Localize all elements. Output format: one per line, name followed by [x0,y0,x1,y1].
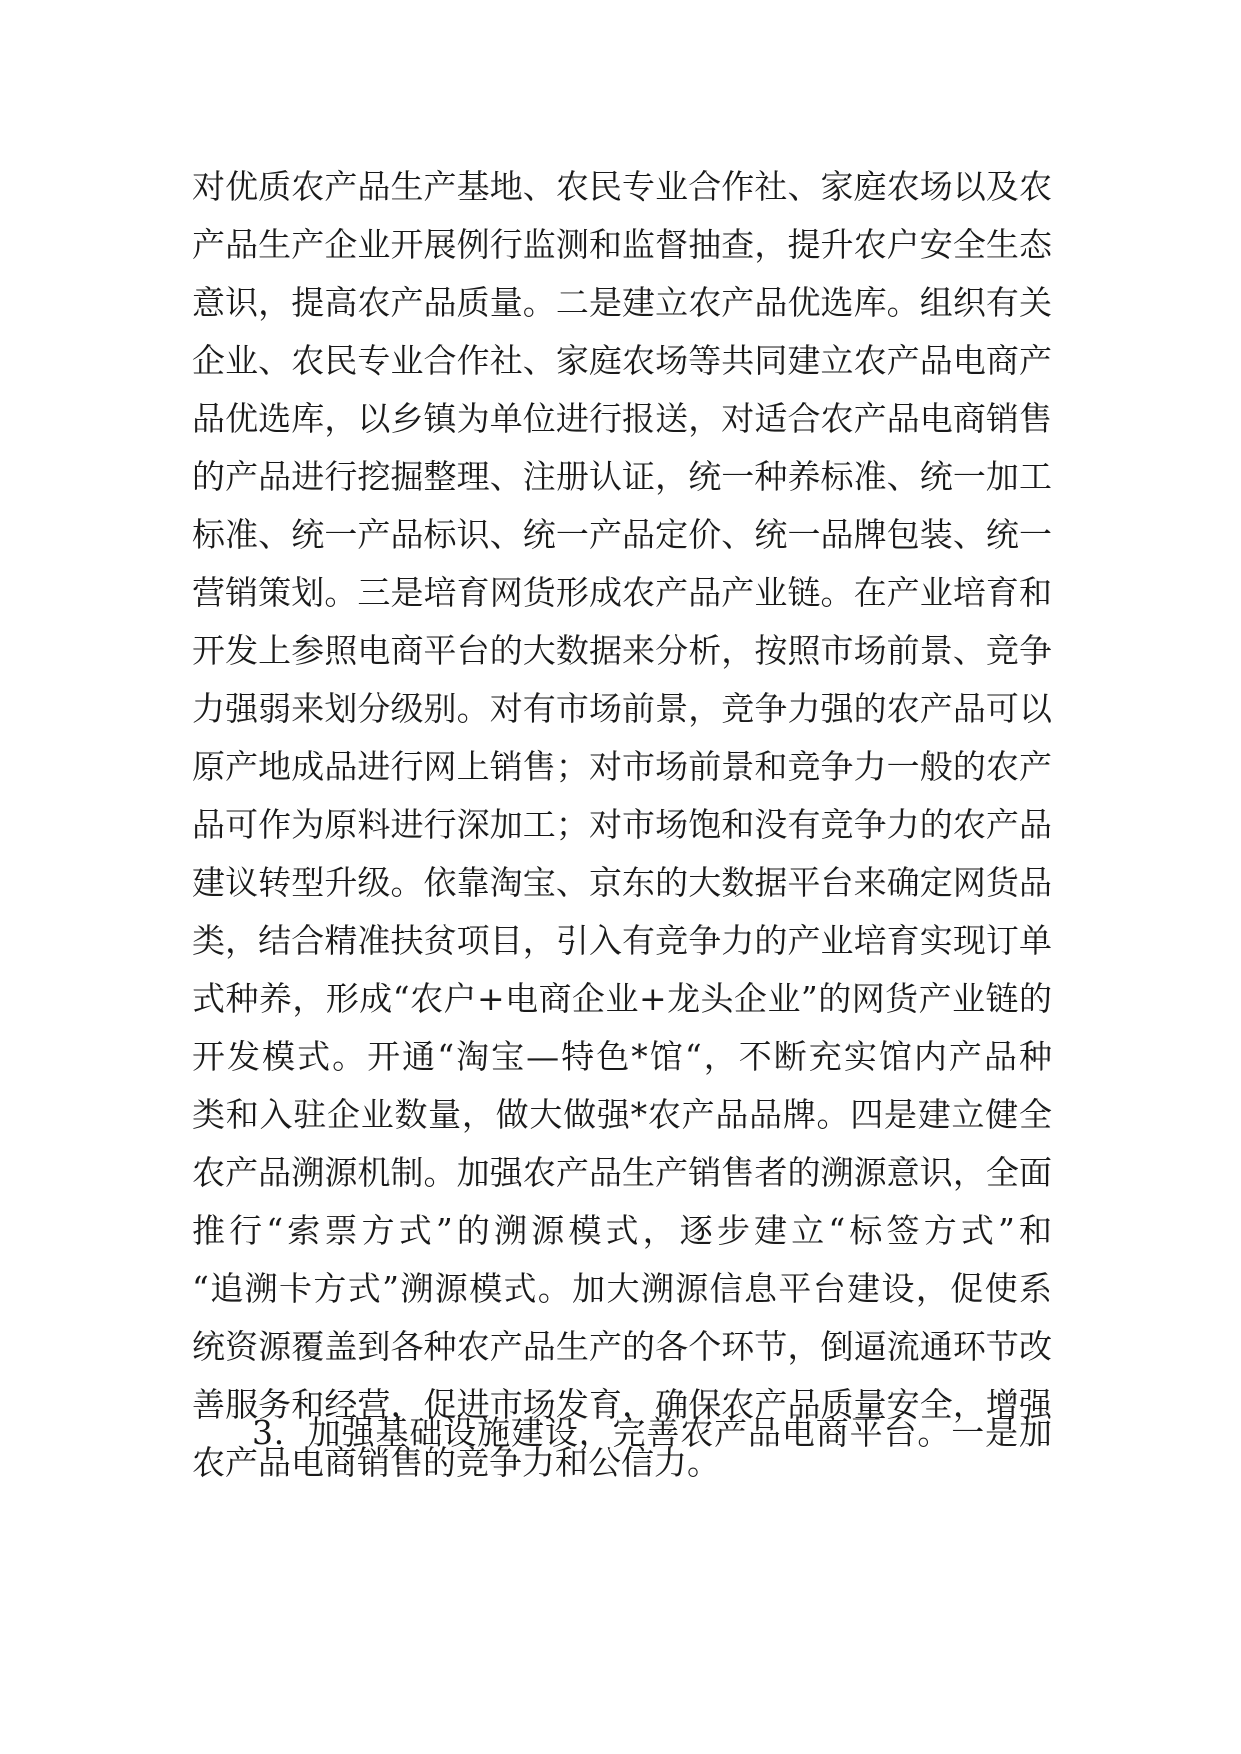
paragraph-line: 开发上参照电商平台的大数据来分析，按照市场前景、竞争 [192,631,1052,670]
paragraph-line: 意识，提高农产品质量。二是建立农产品优选库。组织有关 [192,283,1052,322]
section-heading-line: 3．加强基础设施建设，完善农产品电商平台。一是加 [252,1413,1052,1452]
paragraph-line: 善服务和经营，促进市场发育，确保农产品质量安全，增强 [192,1385,1052,1424]
paragraph-line: 开发模式。开通“淘宝—特色*馆“，不断充实馆内产品种 [192,1037,1052,1076]
paragraph-line: 原产地成品进行网上销售；对市场前景和竞争力一般的农产 [192,747,1052,786]
paragraph-line: 营销策划。三是培育网货形成农产品产业链。在产业培育和 [192,573,1052,612]
paragraph-line: 品可作为原料进行深加工；对市场饱和没有竞争力的农产品 [192,805,1052,844]
paragraph-line: 统资源覆盖到各种农产品生产的各个环节，倒逼流通环节改 [192,1327,1052,1366]
body-paragraph [192,158,1052,1492]
paragraph-line: 式种养，形成“农户+电商企业+龙头企业”的网货产业链的 [192,979,1052,1018]
paragraph-line: 力强弱来划分级别。对有市场前景，竞争力强的农产品可以 [192,689,1052,728]
paragraph-line: 农产品溯源机制。加强农产品生产销售者的溯源意识，全面 [192,1153,1052,1192]
paragraph-line: 类和入驻企业数量，做大做强*农产品品牌。四是建立健全 [192,1095,1052,1134]
paragraph-line: 品优选库，以乡镇为单位进行报送，对适合农产品电商销售 [192,399,1052,438]
paragraph-line: 建议转型升级。依靠淘宝、京东的大数据平台来确定网货品 [192,863,1052,902]
paragraph-line: 企业、农民专业合作社、家庭农场等共同建立农产品电商产 [192,341,1052,380]
paragraph-line: 农产品电商销售的竞争力和公信力。 [192,1443,720,1482]
paragraph-line: 推行“索票方式”的溯源模式，逐步建立“标签方式”和 [192,1211,1052,1250]
paragraph-line: “追溯卡方式”溯源模式。加大溯源信息平台建设，促使系 [192,1269,1052,1308]
paragraph-line: 标准、统一产品标识、统一产品定价、统一品牌包装、统一 [192,515,1052,554]
paragraph-line: 类，结合精准扶贫项目，引入有竞争力的产业培育实现订单 [192,921,1052,960]
paragraph-line: 对优质农产品生产基地、农民专业合作社、家庭农场以及农 [192,167,1052,206]
paragraph-line: 的产品进行挖掘整理、注册认证，统一种养标准、统一加工 [192,457,1052,496]
paragraph-line: 产品生产企业开展例行监测和监督抽查，提升农户安全生态 [192,225,1052,264]
